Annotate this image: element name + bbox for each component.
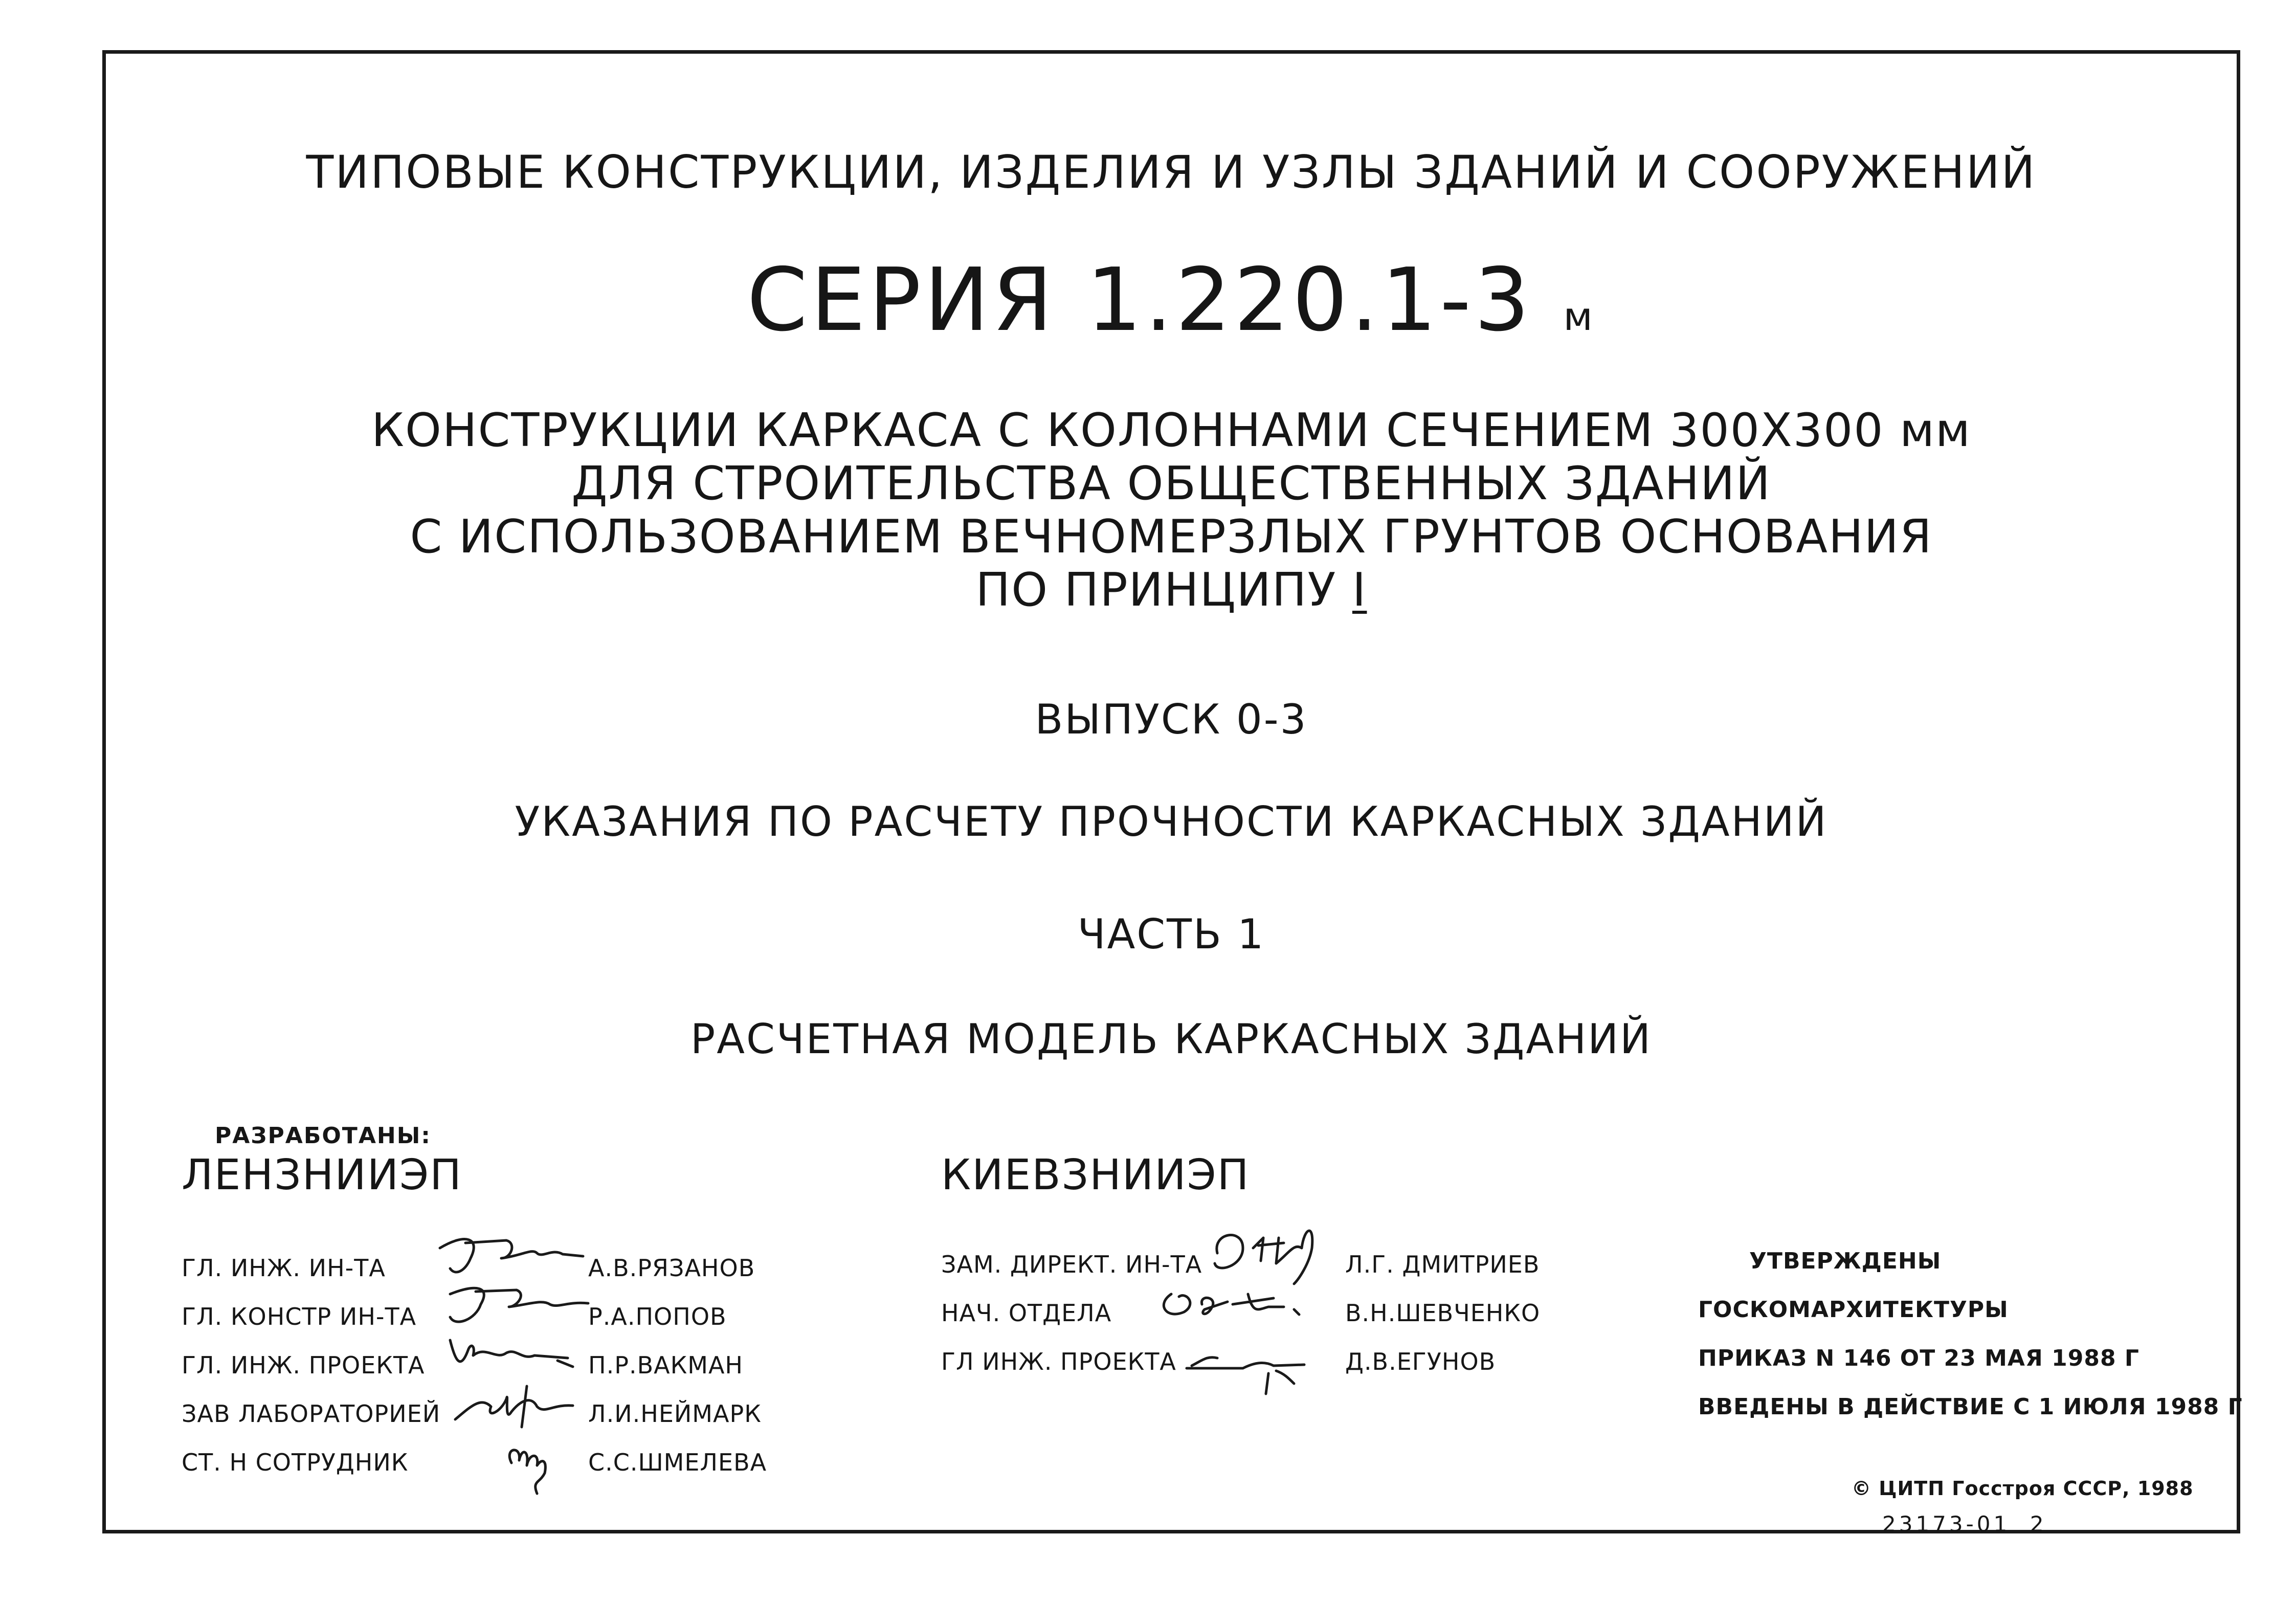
signature-shevchenko: [1156, 1279, 1325, 1330]
signature-ryazanov: [435, 1228, 588, 1284]
person-name: Л.И.НЕЙМАРК: [588, 1400, 762, 1428]
org-left-name: ЛЕНЗНИИЭП: [182, 1151, 462, 1199]
role-label: ГЛ. КОНСТР ИН-ТА: [182, 1303, 417, 1330]
signature-shmeleva: [501, 1437, 563, 1504]
part-number: ЧАСТЬ 1: [1077, 910, 1265, 958]
approval-effective: ВВЕДЕНЫ В ДЕЙСТВИЕ С 1 ИЮЛЯ 1988 Г: [1698, 1394, 2243, 1420]
principle-numeral: I: [1352, 563, 1367, 617]
person-name: Д.В.ЕГУНОВ: [1345, 1348, 1496, 1375]
guidance-title: УКАЗАНИЯ ПО РАСЧЕТУ ПРОЧНОСТИ КАРКАСНЫХ ЗДАНИЙ: [515, 798, 1828, 846]
document-number: 23173-01 2: [1882, 1511, 2047, 1537]
signature-dmitriev: [1207, 1217, 1340, 1289]
role-label: ГЛ ИНЖ. ПРОЕКТА: [941, 1348, 1176, 1375]
person-name: П.Р.ВАКМАН: [588, 1351, 744, 1379]
signature-egunov: [1182, 1340, 1325, 1396]
approval-title: УТВЕРЖДЕНЫ: [1749, 1248, 1942, 1274]
person-name: С.С.ШМЕЛЕВА: [588, 1449, 767, 1476]
description-line: КОНСТРУКЦИИ КАРКАСА С КОЛОННАМИ СЕЧЕНИЕМ 300Х300 мм: [371, 404, 1971, 457]
person-name: А.В.РЯЗАНОВ: [588, 1254, 755, 1282]
approval-order: ПРИКАЗ N 146 ОТ 23 МАЯ 1988 Г: [1698, 1345, 2139, 1371]
part-title: РАСЧЕТНАЯ МОДЕЛЬ КАРКАСНЫХ ЗДАНИЙ: [690, 1015, 1652, 1063]
description-block: [102, 404, 2240, 617]
role-label: ГЛ. ИНЖ. ИН-ТА: [182, 1254, 386, 1282]
role-label: ЗАВ ЛАБОРАТОРИЕЙ: [182, 1400, 441, 1428]
header-title: ТИПОВЫЕ КОНСТРУКЦИИ, ИЗДЕЛИЯ И УЗЛЫ ЗДАНИЙ И СООРУЖЕНИЙ: [306, 146, 2037, 198]
signature-neimark: [450, 1376, 604, 1432]
person-name: В.Н.ШЕВЧЕНКО: [1345, 1299, 1541, 1327]
org-mid-name: КИЕВЗНИИЭП: [941, 1151, 1250, 1199]
copyright: © ЦИТП Госстроя СССР, 1988: [1852, 1477, 2194, 1500]
role-label: ЗАМ. ДИРЕКТ. ИН-ТА: [941, 1251, 1202, 1278]
series-suffix: м: [1563, 294, 1596, 339]
developed-label: РАЗРАБОТАНЫ:: [215, 1123, 431, 1149]
role-label: НАЧ. ОТДЕЛА: [941, 1299, 1112, 1327]
role-label: ГЛ. ИНЖ. ПРОЕКТА: [182, 1351, 425, 1379]
role-label: СТ. Н СОТРУДНИК: [182, 1449, 409, 1476]
approval-authority: ГОСКОМАРХИТЕКТУРЫ: [1698, 1297, 2009, 1323]
series-number: СЕРИЯ 1.220.1-3: [747, 250, 1533, 351]
description-line: С ИСПОЛЬЗОВАНИЕМ ВЕЧНОМЕРЗЛЫХ ГРУНТОВ ОСНОВАНИЯ: [410, 510, 1933, 564]
signature-vakman: [440, 1330, 593, 1381]
signature-popov: [440, 1279, 593, 1335]
description-line: ДЛЯ СТРОИТЕЛЬСТВА ОБЩЕСТВЕННЫХ ЗДАНИЙ: [571, 457, 1771, 510]
person-name: Р.А.ПОПОВ: [588, 1303, 727, 1330]
series-title: [102, 250, 2240, 351]
description-line: ПО ПРИНЦИПУ I: [975, 563, 1367, 617]
person-name: Л.Г. ДМИТРИЕВ: [1345, 1251, 1540, 1278]
sheet-number: 2: [2030, 1511, 2047, 1537]
issue-number: ВЫПУСК 0-3: [1035, 696, 1308, 743]
